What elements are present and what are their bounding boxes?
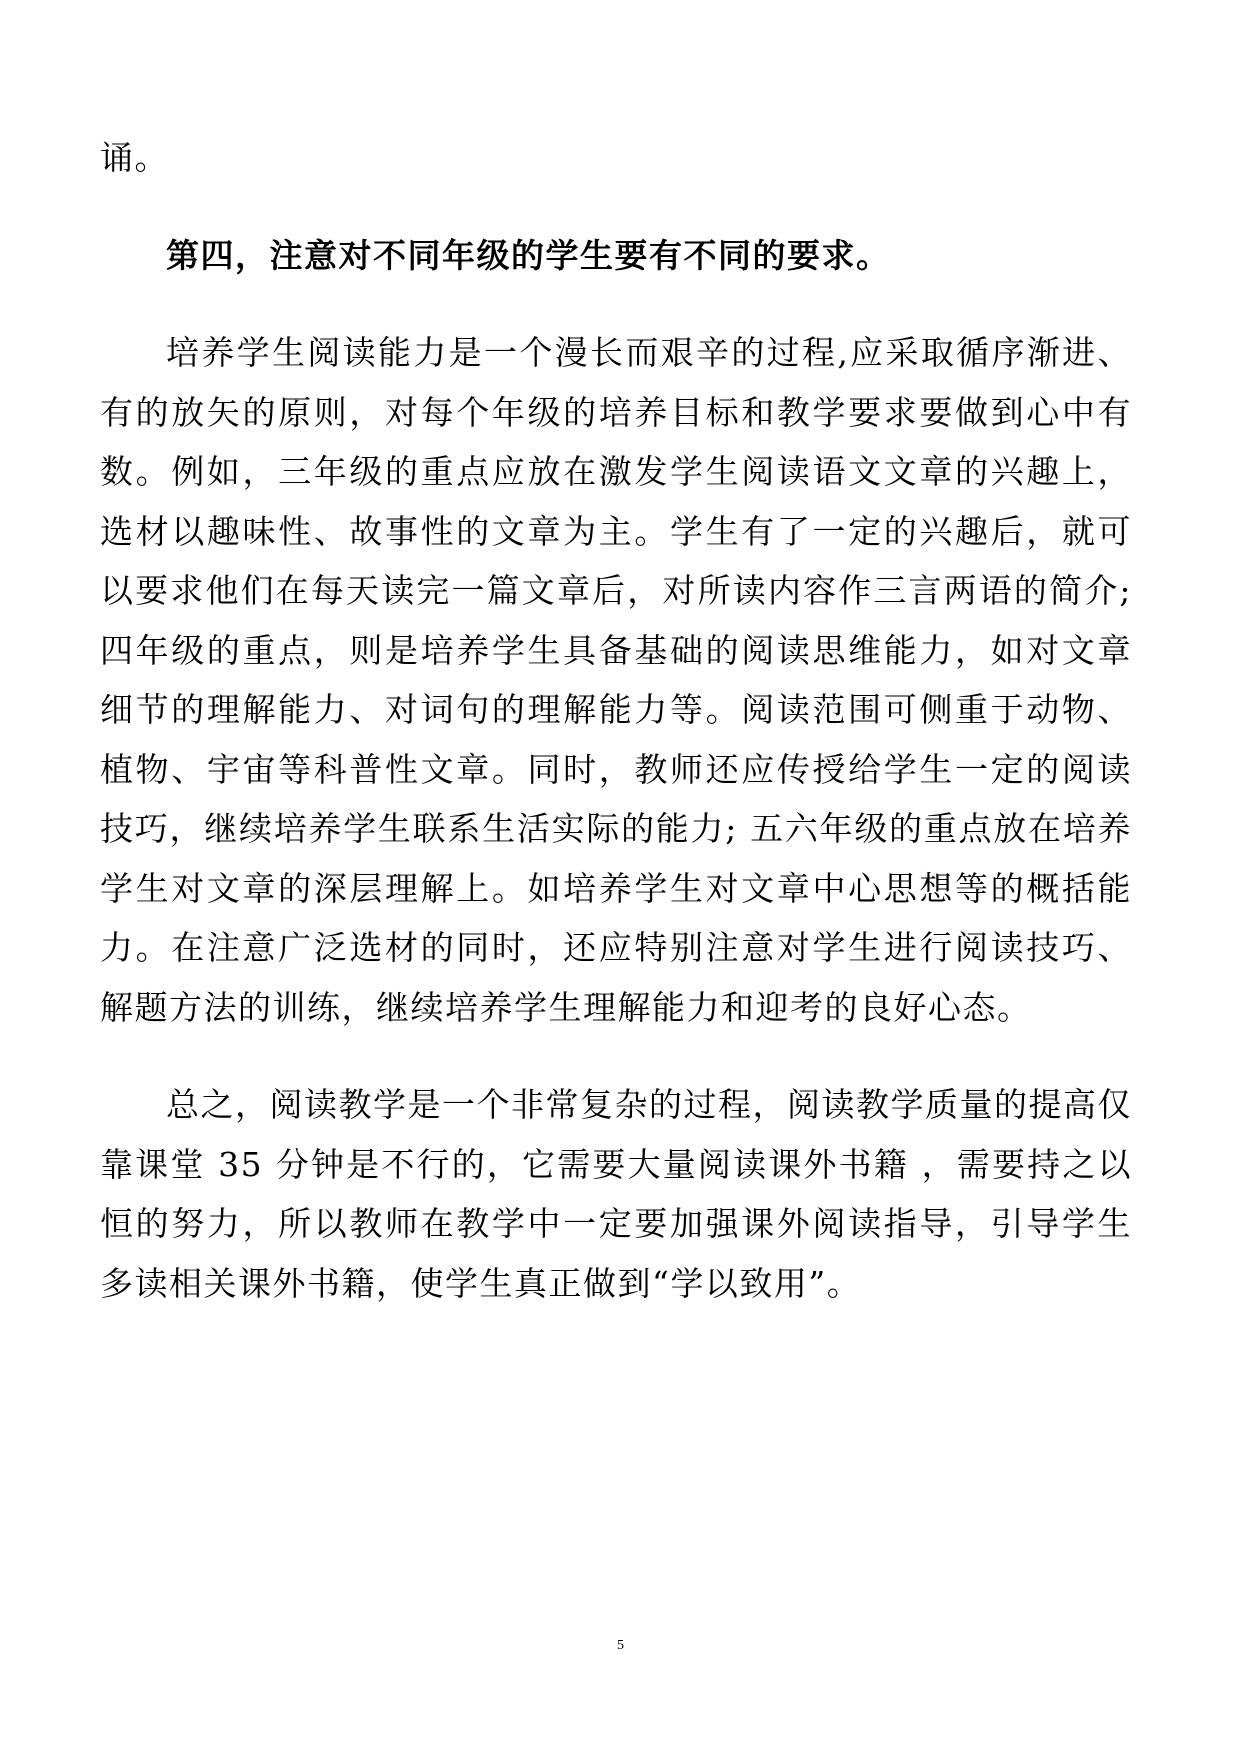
paragraph-conclusion: 总之，阅读教学是一个非常复杂的过程，阅读教学质量的提高仅靠课堂 35 分钟是不行的，它需要大量阅读课外书籍 ，需要持之以恒的努力，所以教师在教学中一定要加强课外阅读指导，引导学生多读相关课外书籍，使学生真正做到“学以致用”。 bbox=[100, 1085, 1132, 1303]
section-heading: 第四，注意对不同年级的学生要有不同的要求。 bbox=[166, 235, 891, 275]
paragraph-continuation: 诵。 bbox=[100, 138, 169, 177]
paragraph-body: 培养学生阅读能力是一个漫长而艰辛的过程,应采取循序渐进、有的放矢的原则，对每个年级的培养目标和教学要求要做到心中有数。例如，三年级的重点应放在激发学生阅读语文文章的兴趣上，选材以趣味性、故事性的文章为主。学生有了一定的兴趣后，就可以要求他们在每天读完一篇文章后，对所读内容作三言两语的简介; 四年级的重点，则是培养学生具备基础的阅读思维能力，如对文章细节的理解能力、对词句的理解能力等。阅读范围可侧重于动物、植物、宇宙等科普性文章。同时，教师还应传授给学生一定的阅读技巧，继续培养学生联系生活实际的能力; 五六年级的重点放在培养学生对文章的深层理解上。如培养学生对文章中心思想等的概括能力。在注意广泛选材的同时，还应特别注意对学生进行阅读技巧、解题方法的训练，继续培养学生理解能力和迎考的良好心态。 bbox=[100, 333, 1132, 1027]
document-body bbox=[100, 128, 1132, 1351]
page-number: 5 bbox=[617, 1638, 624, 1653]
